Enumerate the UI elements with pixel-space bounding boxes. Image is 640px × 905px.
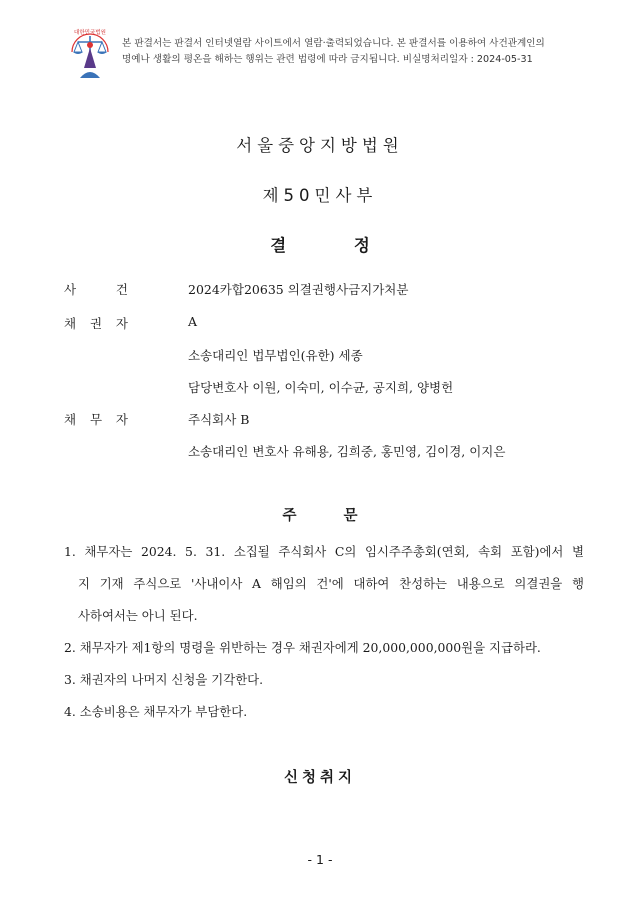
case-number-value: 2024카합20635 의결권행사금지가처분 xyxy=(188,282,409,297)
order-item-2: 2. 채무자가 제1항의 명령을 위반하는 경우 채권자에게 20,000,000,000원을 지급하라. xyxy=(64,640,541,655)
debtor-counsel: 소송대리인 변호사 유해용, 김희중, 홍민영, 김이경, 이지은 xyxy=(188,444,506,459)
page-number: - 1 - xyxy=(307,852,333,867)
creditor-value: A xyxy=(188,314,198,329)
court-emblem-icon xyxy=(64,22,116,82)
order-item-3: 3. 채권자의 나머지 신청을 기각한다. xyxy=(64,672,264,687)
emblem-lettering: 대한민국법원 xyxy=(74,30,106,36)
creditor-counsel: 소송대리인 법무법인(유한) 세종 xyxy=(188,348,363,363)
order-section-title: 주 문 xyxy=(282,508,358,524)
court-name: 서울중앙지방법원 xyxy=(236,136,404,155)
debtor-label: 채 무 자 xyxy=(64,412,128,427)
order-item-4: 4. 소송비용은 채무자가 부담한다. xyxy=(64,704,248,719)
case-label: 사 건 xyxy=(64,282,128,297)
viewing-notice xyxy=(122,36,592,68)
debtor-value: 주식회사 B xyxy=(188,412,250,427)
notice-line-1: 본 판결서는 판결서 인터넷열람 사이트에서 열람·출력되었습니다. 본 판결서를 이용하여 사건관계인의 xyxy=(122,38,545,49)
application-purpose-title: 신청취지 xyxy=(283,770,357,786)
order-item-1-line-1: 1. 채무자는 2024. 5. 31. 소집될 주식회사 C의 임시주주총회(연회, 속회 포함)에서 별 xyxy=(64,544,584,559)
notice-line-2: 명예나 생활의 평온을 해하는 행위는 관련 법령에 따라 금지됩니다. 비실명처리일자 : 2024-05-31 xyxy=(122,54,533,65)
creditor-attorneys: 담당변호사 이원, 이숙미, 이수균, 공지희, 양병헌 xyxy=(188,380,454,395)
creditor-label: 채 권 자 xyxy=(64,316,128,331)
document-type-title: 결 정 xyxy=(270,236,370,255)
order-item-1-line-3: 사하여서는 아니 된다. xyxy=(78,608,198,623)
order-item-1-line-2: 지 기재 주식으로 '사내이사 A 해임의 건'에 대하여 찬성하는 내용으로 의결권을 행 xyxy=(78,576,584,591)
order-item-1 xyxy=(64,536,584,632)
division-name: 제50민사부 xyxy=(262,186,378,205)
